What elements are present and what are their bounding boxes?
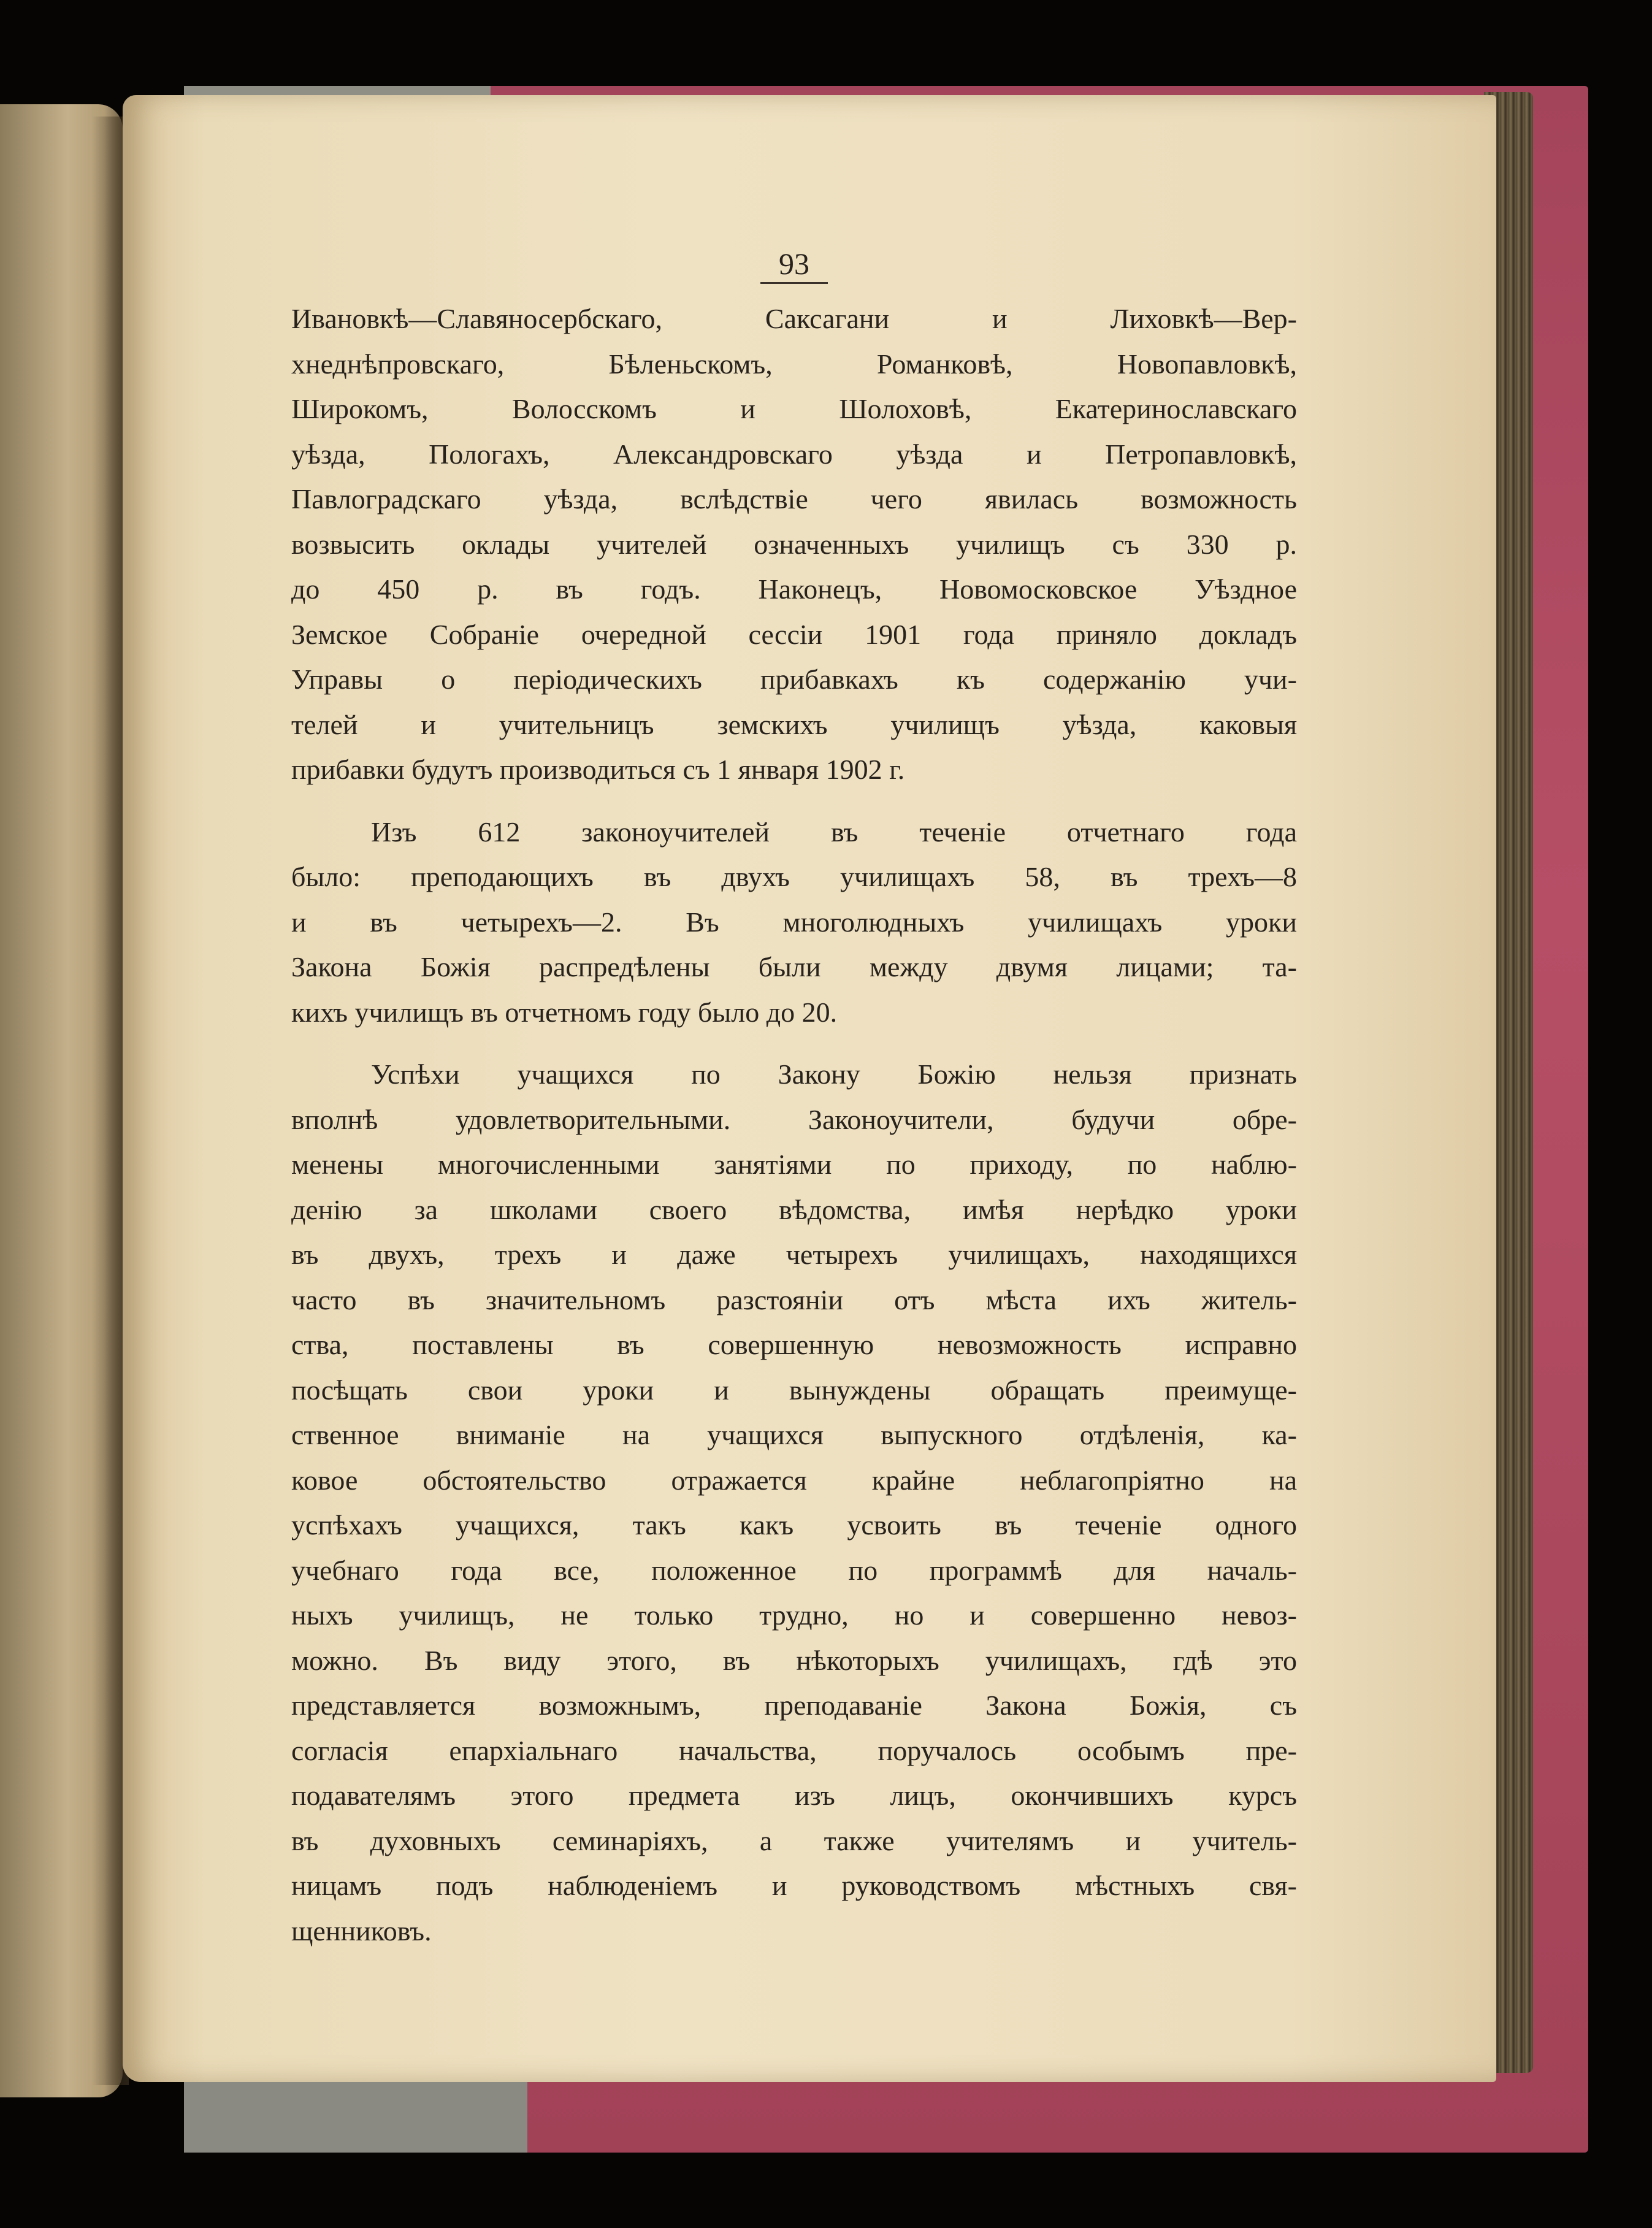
text-line: ственное вниманіе на учащихся выпускного отдѣленія, ка- — [291, 1419, 1297, 1450]
text-line: можно. Въ виду этого, въ нѣкоторыхъ училищахъ, гдѣ это — [291, 1644, 1297, 1676]
text-line: подавателямъ этого предмета изъ лицъ, окончившихъ курсъ — [291, 1780, 1297, 1811]
text-line: Изъ 612 законоучителей въ теченіе отчетнаго года — [371, 816, 1297, 848]
text-line: вполнѣ удовлетворительными. Законоучители, будучи обре- — [291, 1103, 1297, 1135]
text-line: телей и учительницъ земскихъ училищъ уѣзда, каковыя — [291, 708, 1297, 740]
text-line: Успѣхи учащихся по Закону Божію нельзя признать — [371, 1058, 1297, 1090]
text-line: щенниковъ. — [291, 1915, 432, 1947]
text-line: ницамъ подъ наблюденіемъ и руководствомъ мѣстныхъ свя- — [291, 1870, 1297, 1901]
text-line: часто въ значительномъ разстояніи отъ мѣста ихъ житель- — [291, 1284, 1297, 1315]
page-number — [291, 242, 1297, 285]
text-line: Управы о періодическихъ прибавкахъ къ содержанію учи- — [291, 664, 1297, 695]
text-line: ныхъ училищъ, не только трудно, но и совершенно невоз- — [291, 1599, 1297, 1631]
text-line: уѣзда, Пологахъ, Александровскаго уѣзда и Петропавловкѣ, — [291, 438, 1297, 470]
text-line: Павлоградскаго уѣзда, вслѣдствіе чего явилась возможность — [291, 483, 1297, 515]
text-line: ковое обстоятельство отражается крайне неблагопріятно на — [291, 1464, 1297, 1496]
paragraph — [291, 1052, 1297, 1953]
text-line: въ духовныхъ семинаріяхъ, а также учителямъ и учитель- — [291, 1824, 1297, 1856]
text-line: до 450 р. въ годъ. Наконецъ, Новомосковское Уѣздное — [291, 573, 1297, 605]
page-number-label: 93 — [760, 245, 828, 284]
text-line: хнеднѣпровскаго, Бѣленьскомъ, Романковѣ, Новопавловкѣ, — [291, 348, 1297, 380]
text-line: Закона Божія распредѣлены были между двумя лицами; та- — [291, 951, 1297, 982]
paragraph — [291, 810, 1297, 1035]
text-line: посѣщать свои уроки и вынуждены обращать преимуще- — [291, 1374, 1297, 1406]
text-line: согласія епархіальнаго начальства, поручалось особымъ пре- — [291, 1734, 1297, 1766]
text-line: менены многочисленными занятіями по приходу, по наблю- — [291, 1149, 1297, 1180]
text-line: представляется возможнымъ, преподаваніе Закона Божія, съ — [291, 1690, 1297, 1721]
text-line: денію за школами своего вѣдомства, имѣя нерѣдко уроки — [291, 1193, 1297, 1225]
text-line: кихъ училищъ въ отчетномъ году было до 20. — [291, 996, 838, 1028]
text-line: Ивановкѣ—Славяносербскаго, Саксагани и Лиховкѣ—Вер- — [291, 303, 1297, 334]
text-line: было: преподающихъ въ двухъ училищахъ 58, въ трехъ—8 — [291, 861, 1297, 892]
text-line: Земское Собраніе очередной сессіи 1901 года приняло докладъ — [291, 618, 1297, 650]
text-line: успѣхахъ учащихся, такъ какъ усвоить въ теченіе одного — [291, 1509, 1297, 1541]
text-line: Широкомъ, Волосскомъ и Шолоховѣ, Екатеринославскаго — [291, 393, 1297, 424]
text-line: и въ четырехъ—2. Въ многолюдныхъ училищахъ уроки — [291, 906, 1297, 938]
text-line: учебнаго года все, положенное по программѣ для началь- — [291, 1554, 1297, 1586]
page-text — [291, 242, 1297, 1970]
paragraph — [291, 296, 1297, 792]
text-line: прибавки будутъ производиться съ 1 января 1902 г. — [291, 754, 905, 785]
text-line: возвысить оклады учителей означенныхъ училищъ съ 330 р. — [291, 528, 1297, 560]
text-line: въ двухъ, трехъ и даже четырехъ училищахъ, находящихся — [291, 1239, 1297, 1270]
paragraphs — [291, 296, 1297, 1953]
text-line: ства, поставлены въ совершенную невозможность исправно — [291, 1329, 1297, 1360]
